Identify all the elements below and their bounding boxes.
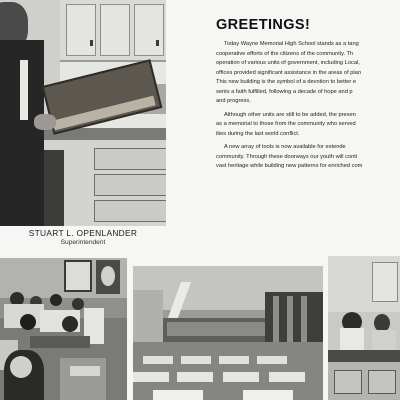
laboratory-photo [328,256,400,400]
page-heading: GREETINGS! [216,17,311,33]
photo-caption [0,228,166,246]
text-line: ities during the last world conflict. [216,130,300,137]
text-line: sents a faith fulfilled, following a decade of hope and p [216,88,353,95]
superintendent-name: STUART L. OPENLANDER [28,228,138,238]
lunchroom-photo [133,266,323,400]
classroom-photo [0,258,127,400]
text-line: and progress. [216,98,251,104]
text-line: vast heritage while building new patterns for enriched com [216,163,363,169]
text-line: cooperative efforts of the citizens of the community. Th [216,50,354,57]
text-line: operation of various units of government, including Local, [216,60,360,66]
text-line: Today Wayne Memorial High School stands as a tang [224,41,359,47]
text-line: Although other units are still to be added, the presen [224,111,356,118]
superintendent-photo [0,0,166,226]
text-line: This new building is the symbol of a devotion to better e [216,79,357,85]
text-line: as a memorial to those from the community who served [216,121,356,127]
text-line: offices provided significant assistance in the areas of plan [216,69,362,76]
text-line: community. Through these doorways our youth will conti [216,153,358,160]
greeting-text [216,40,400,172]
superintendent-title: Superintendent [60,239,106,246]
text-line: A new array of tools is now available for extende [224,144,346,150]
